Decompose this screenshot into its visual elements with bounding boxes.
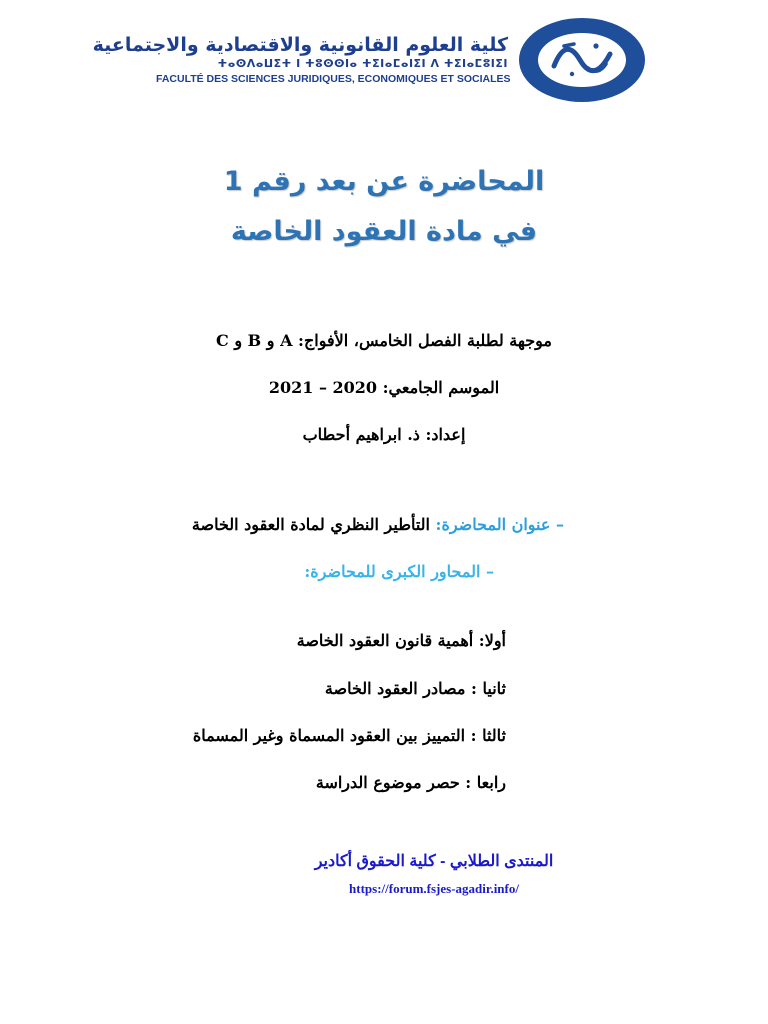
lecture-subject-line	[192, 515, 564, 534]
outline-item	[316, 773, 506, 792]
outline-item	[297, 631, 506, 650]
faculty-name-tifinagh: ⵜⴰⵙⴷⴰⵡⵉⵜ ⵏ ⵜⵓⵙⵙⵏⴰ ⵜⵉⵏⴰⵎⴰⵏⵉⵏ ⴷ ⵜⵉⵏⴰⵎⵓⵏⵉⵏ	[217, 57, 508, 70]
season-label: الموسم الجامعي:	[382, 378, 500, 397]
season-value: 2020 – 2021	[268, 378, 378, 397]
outline-item-text: أهمية قانون العقود الخاصة	[296, 631, 474, 650]
outline-item-text: مصادر العقود الخاصة	[324, 679, 466, 698]
forum-url-link[interactable]: https://forum.fsjes-agadir.info/	[349, 881, 519, 896]
author-line	[84, 425, 684, 444]
lecture-subject-value: التأطير النظري لمادة العقود الخاصة	[191, 515, 430, 534]
author-label: إعداد:	[425, 425, 466, 444]
outline-item	[193, 726, 506, 745]
outline-item-label: أولا:	[478, 631, 506, 650]
lecture-axes-label: – المحاور الكبرى للمحاضرة:	[304, 562, 494, 581]
faculty-name-french: FACULTÉ DES SCIENCES JURIDIQUES, ECONOMIQUES ET SOCIALES	[156, 73, 511, 85]
outline-item-label: ثالثا :	[470, 726, 506, 745]
outline-item-label: ثانيا :	[471, 679, 506, 698]
outline-item-label: رابعا :	[465, 773, 506, 792]
season-line	[84, 378, 684, 397]
outline-item	[325, 679, 506, 698]
lecture-title-line-2: في مادة العقود الخاصة	[230, 216, 538, 247]
outline-item-text: التمييز بين العقود المسماة وغير المسماة	[192, 726, 466, 745]
faculty-header	[92, 14, 658, 106]
audience-line: موجهة لطلبة الفصل الخامس، الأفواج: A و B و C	[216, 331, 552, 350]
faculty-name-arabic: كلية العلوم القانونية والاقتصادية والاجتماعية	[92, 34, 508, 56]
lecture-subject-label: – عنوان المحاضرة:	[435, 515, 564, 534]
forum-link[interactable]: المنتدى الطلابي - كلية الحقوق أكادير	[314, 853, 554, 870]
lecture-title-line-1: المحاضرة عن بعد رقم 1	[223, 166, 545, 197]
university-logo	[514, 16, 646, 104]
faculty-name-block	[92, 34, 511, 86]
author-name: ذ. ابراهيم أحطاب	[302, 425, 420, 444]
outline-item-text: حصر موضوع الدراسة	[315, 773, 460, 792]
